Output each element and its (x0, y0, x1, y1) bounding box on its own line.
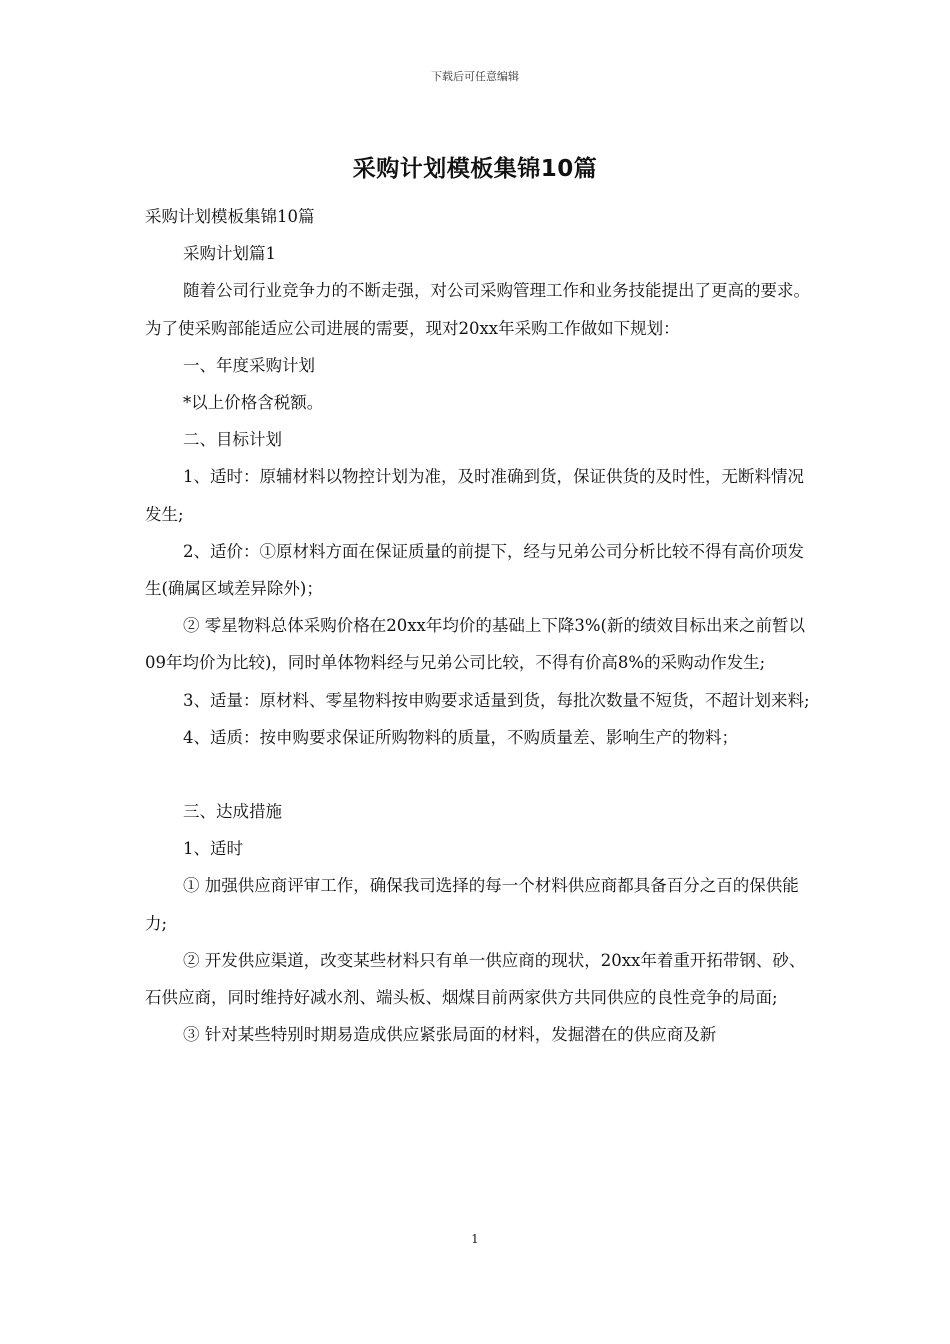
section-heading: 二、目标计划 (183, 430, 282, 450)
body-paragraph: 1、适时：原辅材料以物控计划为准，及时准确到货，保证供货的及时性，无断料情况发生; (145, 467, 804, 524)
body-paragraph: ② 开发供应渠道，改变某些材料只有单一供应商的现状，20xx年着重开拓带钢、砂、石供应商，同时维持好减水剂、端头板、烟煤目前两家供方共同供应的良性竞争的局面; (145, 950, 806, 1008)
body-paragraph: 随着公司行业竞争力的不断走强，对公司采购管理工作和业务技能提出了更高的要求。为了使采购部能适应公司进展的需要，现对20xx年采购工作做如下规划： (145, 281, 810, 338)
document-body (145, 198, 815, 1053)
page-number: 1 (471, 1232, 479, 1246)
section-heading: 采购计划篇1 (183, 244, 276, 264)
body-paragraph: ③ 针对某些特别时期易造成供应紧张局面的材料，发掘潜在的供应商及新 (183, 1025, 717, 1045)
body-paragraph: ② 零星物料总体采购价格在20xx年均价的基础上下降3%(新的绩效目标出来之前暂以09年均价为比较)，同时单体物料经与兄弟公司比较，不得有价高8%的采购动作发生; (145, 616, 805, 673)
section-heading: 三、达成措施 (183, 802, 282, 822)
body-paragraph: 2、适价：①原材料方面在保证质量的前提下，经与兄弟公司分析比较不得有高价项发生(确属区域差异除外)； (145, 541, 804, 599)
header-note: 下载后可任意编辑 (431, 70, 519, 83)
body-paragraph: *以上价格含税额。 (183, 393, 324, 413)
subtitle-paragraph: 采购计划模板集锦10篇 (145, 207, 315, 226)
body-paragraph: ① 加强供应商评审工作，确保我司选择的每一个材料供应商都具备百分之百的保供能力; (145, 876, 799, 933)
body-paragraph: 3、适量：原材料、零星物料按申购要求适量到货，每批次数量不短货，不超计划来料; (183, 690, 810, 710)
document-title: 采购计划模板集锦10篇 (352, 156, 598, 182)
body-paragraph: 4、适质：按申购要求保证所购物料的质量，不购质量差、影响生产的物料； (183, 727, 738, 747)
sub-heading: 1、适时 (183, 839, 243, 859)
section-heading: 一、年度采购计划 (183, 355, 315, 375)
blank-line (145, 756, 815, 793)
